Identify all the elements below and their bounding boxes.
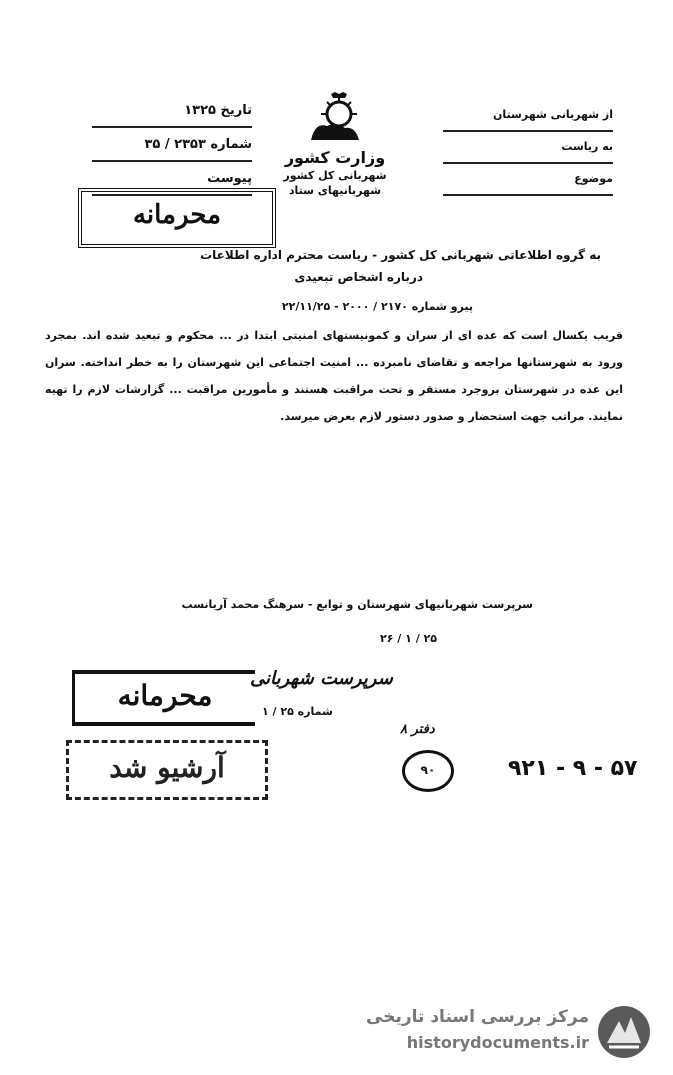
letter-body: قریب یکسال است که عده ای از سران و کمونیستهای امنیتی ابتدا در ... محکوم و تبعید شده اند. بمجرد ورود به شهرستانها مراجعه و تقاضای نامبرده ... امنیت اجتماعی این شهرستان را به خطر انداخته. سران این عده در شهرستان بروجرد مستقر و تحت مراقبت هستند و مأمورین مراقبت ... گزارشات لازم را تهیه نمایند. مراتب جهت استحضار و صدور دستور لازم بعرض میرسد. (45, 329, 623, 423)
document-code: ۹۲۱ - ۹ - ۵۷ (508, 756, 638, 781)
letter-date: ۲۵ / ۱ / ۲۶ (380, 632, 437, 645)
footer-url: historydocuments.ir (406, 1033, 589, 1052)
branch-title: شهربانیهای ستاد (288, 184, 382, 197)
footer-watermark (359, 1001, 659, 1061)
office-title: شهربانی کل کشور (283, 169, 387, 182)
addressee-line: به گروه اطلاعاتی شهربانی کل کشور - ریاست محترم اداره اطلاعات (200, 248, 601, 262)
to-field: به ریاست (443, 132, 613, 164)
archived-stamp: آرشیو شد (66, 740, 268, 800)
from-field: از شهربانی شهرستان (443, 100, 613, 132)
date-field: تاریخ ۱۳۲۵ (92, 96, 252, 128)
confidential-stamp-top: محرمانه (78, 188, 276, 248)
closing-line: سرپرست شهربانیهای شهرستان و توابع - سرهنگ محمد آریانسب (181, 598, 533, 611)
archive-logo-icon (595, 1003, 653, 1061)
circled-mark: ۹۰ (402, 750, 454, 792)
register-note: دفتر ۸ (400, 722, 435, 737)
signature-number: شماره ۲۵ / ۱ (262, 705, 333, 718)
attachment-field: پیوست (92, 164, 252, 196)
confidential-stamp-bottom: محرمانه (72, 670, 255, 726)
lion-and-sun-emblem-icon (305, 92, 365, 144)
subject-field: موضوع (443, 164, 613, 196)
ministry-title: وزارت کشور (284, 148, 386, 167)
number-field: شماره ۲۳۵۳ / ۳۵ (92, 130, 252, 162)
letterhead (265, 92, 405, 197)
subject-line: درباره اشخاص تبعیدی (294, 270, 423, 284)
header-left-fields (92, 96, 252, 198)
footer-org-name: مرکز بررسی اسناد تاریخی (366, 1007, 589, 1027)
reference-line: پیرو شماره ۲۱۷۰ / ۲۰۰۰ - ۲۲/۱۱/۲۵ (281, 300, 473, 313)
header-right-fields (443, 100, 613, 196)
handwritten-signature: سرپرست شهربانی (250, 668, 393, 689)
